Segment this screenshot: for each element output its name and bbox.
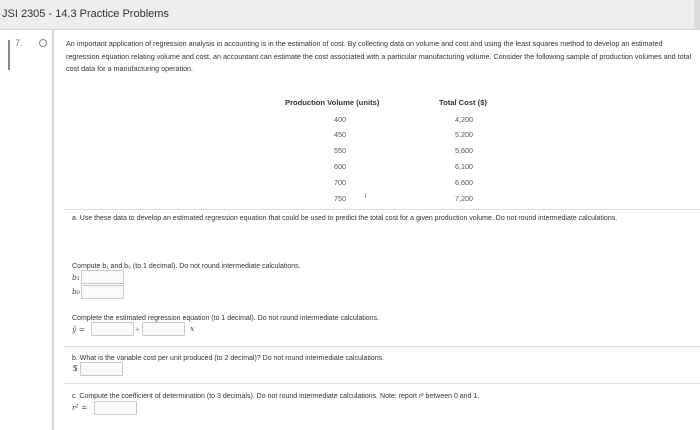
compute-b-instructions: Compute b₁ and b₀ (to 1 decimal). Do not round intermediate calculations. bbox=[72, 263, 301, 270]
r-squared-input[interactable] bbox=[94, 401, 137, 415]
section-divider bbox=[64, 383, 700, 384]
question-content-box bbox=[53, 30, 700, 430]
equation-instructions: Complete the estimated regression equation (to 1 decimal). Do not round intermediate calculations. bbox=[72, 315, 379, 322]
b1-label: b₁ bbox=[72, 273, 80, 282]
plus-sign: + bbox=[135, 325, 140, 334]
b0-input[interactable] bbox=[81, 285, 124, 299]
question-number: 7. bbox=[15, 38, 23, 48]
question-gutter bbox=[0, 30, 53, 430]
section-divider bbox=[64, 209, 700, 210]
titlebar-edge bbox=[694, 0, 700, 30]
table-cell-volume: 750 bbox=[334, 194, 346, 203]
variable-cost-input[interactable] bbox=[80, 362, 123, 376]
b1-input[interactable] bbox=[81, 270, 124, 284]
table-cell-volume: 700 bbox=[334, 178, 346, 187]
cursor-mark bbox=[365, 193, 366, 198]
table-header-cost: Total Cost ($) bbox=[439, 98, 487, 107]
table-cell-volume: 450 bbox=[334, 130, 346, 139]
table-cell-volume: 400 bbox=[334, 115, 346, 124]
table-cell-cost: 6,600 bbox=[455, 178, 473, 187]
table-cell-cost: 5,200 bbox=[455, 130, 473, 139]
question-marker-bar bbox=[8, 40, 10, 70]
table-header-volume: Production Volume (units) bbox=[285, 98, 380, 107]
intercept-input[interactable] bbox=[91, 322, 134, 336]
r-squared-label: r² = bbox=[72, 403, 88, 412]
window-titlebar bbox=[0, 0, 700, 30]
part-b-question: b. What is the variable cost per unit produced (to 2 decimal)? Do not round intermediate calculations. bbox=[72, 355, 385, 362]
table-cell-volume: 550 bbox=[334, 146, 346, 155]
table-cell-volume: 600 bbox=[334, 162, 346, 171]
currency-symbol: $ bbox=[73, 364, 78, 373]
window-title: JSI 2305 - 14.3 Practice Problems bbox=[2, 8, 169, 20]
x-variable-label: x bbox=[190, 324, 195, 333]
slope-input[interactable] bbox=[142, 322, 185, 336]
section-divider bbox=[64, 346, 700, 347]
table-cell-cost: 5,600 bbox=[455, 146, 473, 155]
question-intro: An important application of regression analysis in accounting is in the estimation of cost. By collecting data on volume and cost and using the least squares method to develop an estimated regression equation relating volume and cost, an accountant can estimate the cost associated with a particular manufacturing volume. Consider the following sample of production volumes and total cost data for a manufacturing operation. bbox=[66, 39, 692, 73]
table-cell-cost: 4,200 bbox=[455, 115, 473, 124]
table-cell-cost: 6,100 bbox=[455, 162, 473, 171]
yhat-label: ŷ = bbox=[72, 325, 86, 334]
question-status-icon bbox=[39, 39, 47, 47]
part-c-question: c. Compute the coefficient of determination (to 3 decimals). Do not round intermediate calculations. Note: report r² between 0 and 1. bbox=[72, 393, 480, 400]
part-a-question: a. Use these data to develop an estimated regression equation that could be used to predict the total cost for a given production volume. Do not round intermediate calculations. bbox=[72, 215, 618, 222]
b0-label: b₀ bbox=[72, 287, 80, 296]
table-cell-cost: 7,200 bbox=[455, 194, 473, 203]
